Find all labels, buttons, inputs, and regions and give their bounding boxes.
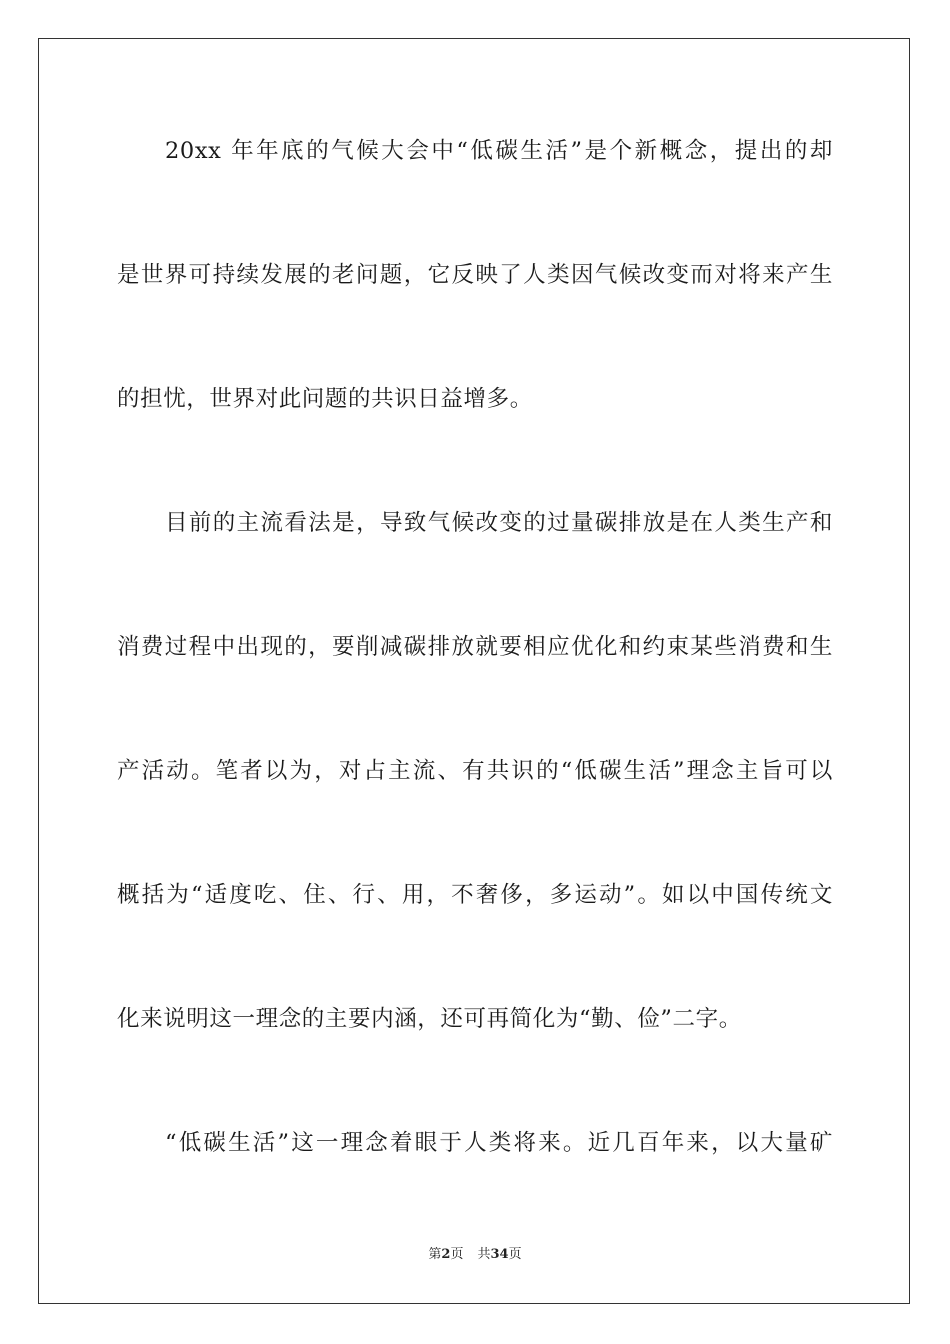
- paragraph-1-line-2: 是世界可持续发展的老问题，它反映了人类因气候改变而对将来产生: [117, 262, 833, 288]
- page-border: [38, 38, 910, 1304]
- paragraph-2-line-1: 目前的主流看法是，导致气候改变的过量碳排放是在人类生产和: [165, 510, 833, 536]
- paragraph-3-line-1: “低碳生活”这一理念着眼于人类将来。近几百年来，以大量矿: [165, 1130, 833, 1156]
- paragraph-2-line-3: 产活动。笔者以为，对占主流、有共识的“低碳生活”理念主旨可以: [117, 758, 833, 784]
- paragraph-1-line-1: 20xx 年年底的气候大会中“低碳生活”是个新概念，提出的却: [165, 138, 833, 164]
- total-suffix: 页: [508, 1247, 522, 1262]
- paragraph-2-line-5: 化来说明这一理念的主要内涵，还可再简化为“勤、俭”二字。: [117, 1006, 742, 1032]
- page-suffix: 页: [450, 1247, 464, 1262]
- page-number: 2: [441, 1247, 451, 1262]
- page-footer: [0, 1246, 950, 1264]
- paragraph-2-line-4: 概括为“适度吃、住、行、用，不奢侈，多运动”。如以中国传统文: [117, 882, 833, 908]
- paragraph-1-line-3: 的担忧，世界对此问题的共识日益增多。: [117, 386, 533, 412]
- paragraph-2-line-2: 消费过程中出现的，要削减碳排放就要相应优化和约束某些消费和生: [117, 634, 833, 660]
- total-prefix: 共: [477, 1247, 491, 1262]
- page-prefix: 第: [428, 1247, 442, 1262]
- total-pages: 34: [490, 1247, 509, 1262]
